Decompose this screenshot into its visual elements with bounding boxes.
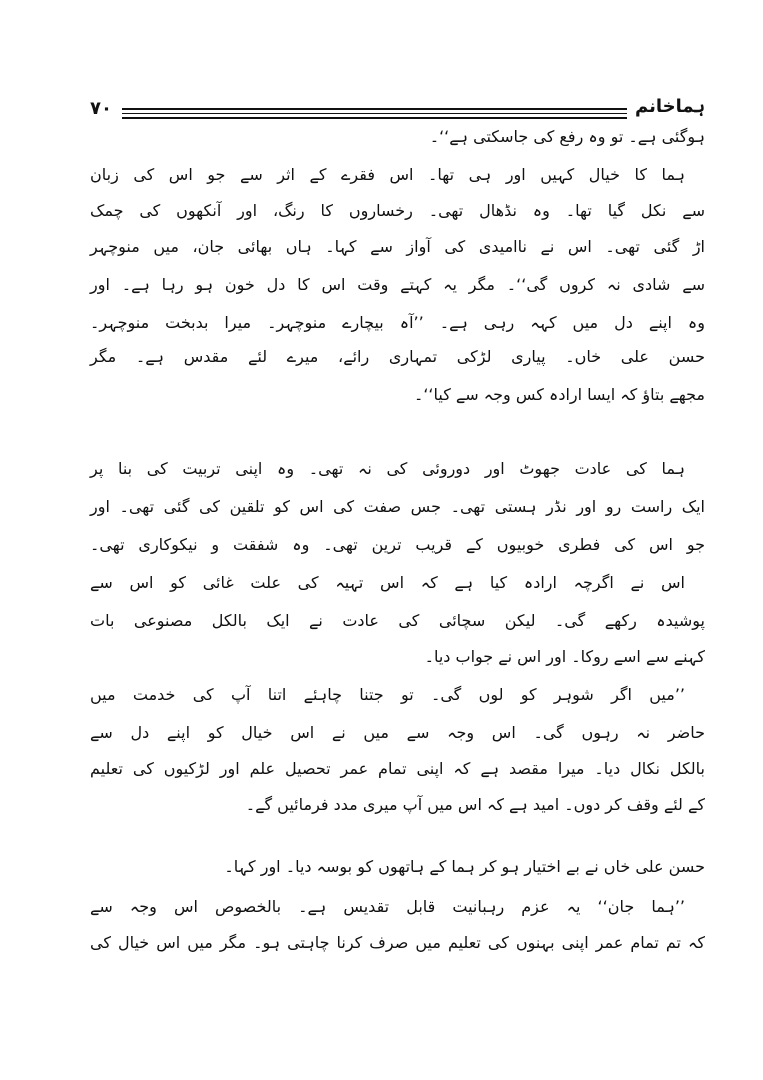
text-line: مجھے بتاؤ کہ ایسا ارادہ کس وجہ سے کیا‘‘۔ [413, 385, 705, 404]
header-rule [122, 117, 627, 119]
text-line: ایک راست رو اور نڈر ہستی تھی۔ جس صفت کی اس کو تلقین کی گئی تھی۔ اور [90, 497, 705, 516]
header-rule [122, 113, 627, 114]
running-title: ہماخانم [635, 96, 705, 117]
text-line: وہ اپنے دل میں کہہ رہی ہے۔ ’’آہ بیچارے منوچہر۔ میرا بدبخت منوچہر۔ [90, 313, 705, 332]
text-line: اس نے اگرچہ ارادہ کیا ہے کہ اس تہیہ کی علت غائی کو اس سے [90, 573, 685, 592]
text-line: حاضر نہ رہوں گی۔ اس وجہ سے میں نے اس خیال کو اپنے دل سے [90, 723, 705, 742]
text-line: بالکل نکال دیا۔ میرا مقصد ہے کہ اپنی تمام عمر تحصیل علم اور لڑکیوں کی تعلیم [90, 759, 705, 778]
text-line: جو اس کی فطری خوبیوں کے قریب ترین تھی۔ وہ شفقت و نیکوکاری تھی۔ [90, 535, 705, 554]
header-rule [122, 108, 627, 110]
text-line: کہ تم تمام عمر اپنی بہنوں کی تعلیم میں صرف کرنا چاہتی ہو۔ مگر میں اس خیال کی [90, 933, 705, 952]
text-line: حسن علی خاں نے بے اختیار ہو کر ہما کے ہاتھوں کو بوسہ دیا۔ اور کہا۔ [224, 857, 705, 876]
text-line: اڑ گئی تھی۔ اس نے ناامیدی کی آواز سے کہا۔ ہاں بھائی جان، میں منوچہر [90, 237, 705, 256]
text-line: سے شادی نہ کروں گی‘‘۔ مگر یہ کہتے وقت اس کا دل خون ہو رہا ہے۔ اور [90, 275, 705, 294]
text-line: کے لئے وقف کر دوں۔ امید ہے کہ اس میں آپ میری مدد فرمائیں گے۔ [245, 795, 705, 814]
text-line: حسن علی خاں۔ پیاری لڑکی تمہاری رائے، میرے لئے مقدس ہے۔ مگر [90, 347, 705, 366]
text-line: ہما کی عادت جھوٹ اور دوروئی کی نہ تھی۔ وہ اپنی تربیت کی بنا پر [90, 459, 685, 478]
text-line: ہوگئی ہے۔ تو وہ رفع کی جاسکتی ہے‘‘۔ [429, 127, 705, 146]
text-line: پوشیدہ رکھے گی۔ لیکن سچائی کی عادت نے ایک بالکل مصنوعی بات [90, 611, 705, 630]
text-line: ہما کا خیال کہیں اور ہی تھا۔ اس فقرے کے اثر سے جو اس کی زبان [90, 165, 685, 184]
text-line: ’’میں اگر شوہر کو لوں گی۔ تو جتنا چاہئے اتنا آپ کی خدمت میں [90, 685, 685, 704]
text-line: ’’ہما جان‘‘ یہ عزم رہبانیت قابل تقدیس ہے۔ بالخصوص اس وجہ سے [90, 897, 685, 916]
text-line: سے نکل گیا تھا۔ وہ نڈھال تھی۔ رخساروں کا رنگ، اور آنکھوں کی چمک [90, 201, 705, 220]
page-number: ۷۰ [90, 98, 112, 119]
text-line: کہنے سے اسے روکا۔ اور اس نے جواب دیا۔ [424, 647, 705, 666]
